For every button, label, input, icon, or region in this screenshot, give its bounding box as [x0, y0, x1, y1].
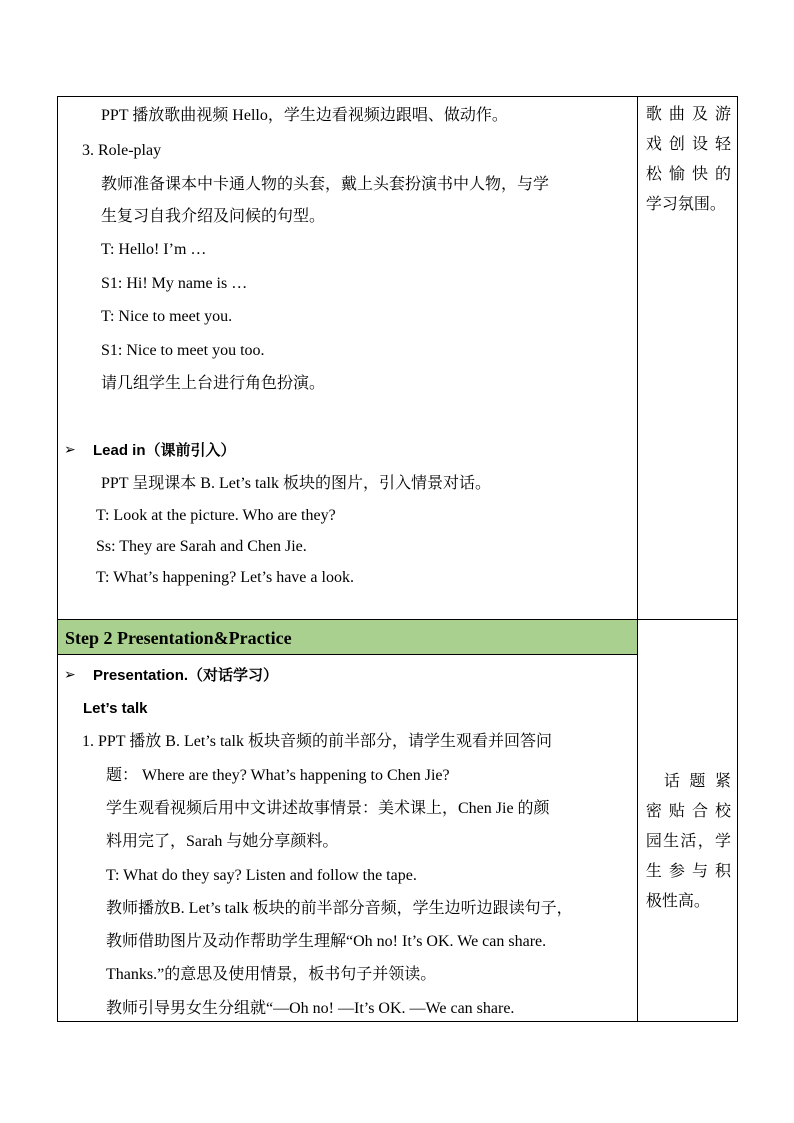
- leadin-dialog-line: Ss: They are Sarah and Chen Jie.: [96, 538, 307, 555]
- leadin-dialog-line: T: What’s happening? Let’s have a look.: [96, 569, 354, 586]
- note-line: 松愉快的: [645, 166, 731, 183]
- note-line: 极性高。: [645, 893, 710, 910]
- warmup-note-cell: [637, 97, 737, 620]
- step-header-title: Step 2 Presentation&Practice: [65, 628, 292, 648]
- note-line: 歌曲及游: [645, 106, 731, 123]
- note-line: 话题紧: [663, 773, 731, 790]
- step2-cell: [58, 620, 638, 1022]
- step-header: [58, 620, 637, 655]
- step2-row: [58, 620, 738, 1022]
- roleplay-end: 请几组学生上台进行角色扮演。: [101, 375, 326, 392]
- note-line: 戏创设轻: [645, 136, 731, 153]
- warmup-cell: [58, 97, 638, 620]
- arrow-bullet-icon: ➢: [64, 443, 76, 458]
- song-line: PPT 播放歌曲视频 Hello，学生边看视频边跟唱、做动作。: [101, 107, 508, 124]
- dialog-line: S1: Nice to meet you too.: [101, 342, 265, 359]
- item1-line: Thanks.”的意思及使用情景，板书句子并领读。: [106, 966, 437, 983]
- note-line: 园生活，学: [645, 833, 731, 850]
- item1-line: 教师引导男女生分组就“—Oh no! —It’s OK. —We can share.: [106, 1000, 515, 1017]
- item1-line: 题： Where are they? What’s happening to Chen Jie?: [106, 767, 450, 784]
- item1-line: 教师借助图片及动作帮助学生理解“Oh no! It’s OK. We can share.: [106, 933, 547, 950]
- note-line: 学习氛围。: [645, 196, 726, 213]
- roleplay-desc-1: 教师准备课本中卡通人物的头套，戴上头套扮演书中人物，与学: [101, 176, 550, 193]
- note-line: 密贴合校: [645, 803, 731, 820]
- dialog-line: T: Nice to meet you.: [101, 308, 233, 325]
- note-line: 生参与积: [645, 863, 731, 880]
- warmup-row: [58, 97, 738, 620]
- presentation-bullet: [58, 665, 637, 687]
- item1-line: 学生观看视频后用中文讲述故事情景：美术课上，Chen Jie 的颜: [106, 800, 550, 817]
- leadin-title: Lead in（课前引入）: [93, 442, 236, 459]
- dialog-line: T: Hello! I’m …: [101, 241, 207, 258]
- roleplay-heading: 3. Role-play: [82, 142, 162, 159]
- dialog-line: S1: Hi! My name is …: [101, 275, 248, 292]
- lesson-plan-table: [57, 96, 738, 1022]
- item1-line: 教师播放B. Let’s talk 板块的前半部分音频，学生边听边跟读句子，: [106, 900, 573, 917]
- item1-line: T: What do they say? Listen and follow the tape.: [106, 867, 417, 884]
- leadin-desc: PPT 呈现课本 B. Let’s talk 板块的图片，引入情景对话。: [101, 475, 491, 492]
- item1-line: 料用完了，Sarah 与她分享颜料。: [106, 833, 339, 850]
- arrow-bullet-icon: ➢: [64, 668, 76, 683]
- presentation-title: Presentation.（对话学习）: [93, 667, 279, 684]
- leadin-dialog-line: T: Look at the picture. Who are they?: [96, 507, 336, 524]
- step2-note-cell: [637, 620, 737, 1022]
- lets-talk-subtitle: Let’s talk: [83, 700, 148, 717]
- roleplay-desc-2: 生复习自我介绍及问候的句型。: [101, 208, 326, 225]
- leadin-bullet: [58, 440, 637, 462]
- item1-line: 1. PPT 播放 B. Let’s talk 板块音频的前半部分，请学生观看并回答问: [82, 733, 552, 750]
